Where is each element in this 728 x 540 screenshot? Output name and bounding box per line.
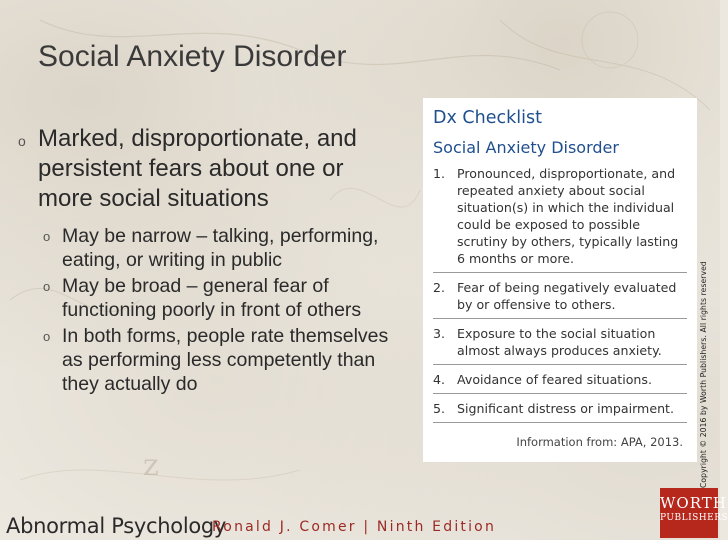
footer-bar: [0, 512, 728, 540]
checklist-item: [433, 163, 687, 273]
bullet-marker: o: [43, 229, 51, 244]
dx-checklist-panel: [423, 98, 697, 462]
checklist-item-number: 1.: [433, 166, 446, 181]
sub-bullet: [43, 224, 398, 272]
checklist-item-text: Exposure to the social situation almost always produces anxiety.: [457, 326, 662, 358]
checklist-item-number: 2.: [433, 280, 446, 295]
checklist-item-number: 3.: [433, 326, 446, 341]
background-glyph: z: [143, 448, 159, 483]
sub-bullet: [43, 274, 398, 322]
checklist-item-number: 5.: [433, 401, 446, 416]
sub-bullet-text: May be broad – general fear of functioning poorly in front of others: [62, 275, 362, 321]
checklist-source: Information from: APA, 2013.: [516, 435, 683, 449]
logo-line-2: PUBLISHERS: [660, 513, 728, 523]
checklist-item: [433, 273, 687, 319]
checklist-item-text: Significant distress or impairment.: [457, 401, 674, 416]
bullet-marker: o: [18, 133, 26, 149]
checklist-item-number: 4.: [433, 372, 446, 387]
slide-title: Social Anxiety Disorder: [38, 40, 347, 73]
bullet-marker: o: [43, 279, 51, 294]
main-bullet-text: Marked, disproportionate, and persistent fears about one or more social situations: [38, 125, 357, 212]
bullet-list: [18, 124, 398, 398]
book-title: Abnormal Psychology: [6, 514, 227, 538]
publisher-logo: [660, 488, 728, 538]
logo-line-1: WORTH: [660, 494, 727, 512]
main-bullet: [18, 124, 398, 214]
checklist-item: [433, 394, 687, 423]
checklist-heading: Dx Checklist: [433, 108, 542, 128]
checklist-item-text: Pronounced, disproportionate, and repeated anxiety about social situation(s) in which the individual could be exposed to possible scrutiny by others, typically lasting 6 months or more.: [457, 166, 679, 266]
checklist-item-text: Avoidance of feared situations.: [457, 372, 652, 387]
checklist-item-text: Fear of being negatively evaluated by or offensive to others.: [457, 280, 677, 312]
checklist-subheading: Social Anxiety Disorder: [433, 138, 619, 157]
checklist-item: [433, 365, 687, 394]
checklist-item: [433, 319, 687, 365]
sub-bullet-text: May be narrow – talking, performing, eating, or writing in public: [62, 225, 379, 271]
checklist-items: [433, 163, 687, 423]
sub-bullet-list: [18, 224, 398, 396]
copyright-notice: Copyright © 2016 by Worth Publishers. All rights reserved: [699, 261, 708, 488]
author-edition: Ronald J. Comer | Ninth Edition: [212, 519, 497, 535]
sub-bullet-text: In both forms, people rate themselves as performing less competently than they actually do: [62, 325, 389, 395]
bullet-marker: o: [43, 329, 51, 344]
sub-bullet: [43, 324, 398, 396]
